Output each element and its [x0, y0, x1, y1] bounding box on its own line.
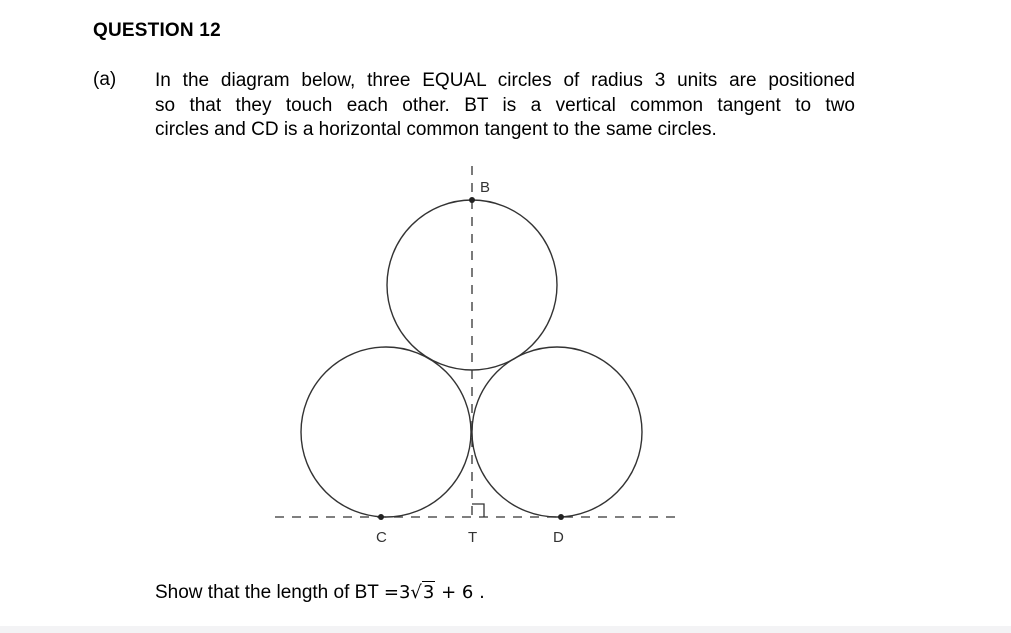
coefficient: 3 [398, 582, 411, 603]
point-d [558, 514, 564, 520]
label-d: D [553, 529, 564, 546]
left-circle [301, 347, 471, 517]
label-c: C [376, 529, 387, 546]
label-t: T [468, 529, 478, 546]
label-b: B [480, 179, 491, 196]
point-b [469, 197, 475, 203]
question-text-line-3: circles and CD is a horizontal common tangent to the same circles. [155, 119, 717, 140]
constant: 6 [461, 582, 474, 603]
right-circle [472, 347, 642, 517]
right-angle-marker [472, 504, 484, 517]
radicand: 3 [422, 582, 435, 603]
point-c [378, 514, 384, 520]
part-label: (a) [93, 69, 117, 90]
show-statement [155, 582, 485, 604]
question-text-line-2: so that they touch each other. BT is a vertical common tangent to two [155, 94, 855, 116]
sqrt-symbol: √ [410, 582, 422, 603]
end-period: . [479, 582, 485, 603]
question-text-line-1: In the diagram below, three EQUAL circles of radius 3 units are positioned [155, 70, 855, 91]
equals-sign: = [383, 582, 399, 603]
question-title: QUESTION 12 [93, 20, 221, 41]
show-text: Show that the length of BT [155, 582, 379, 603]
bottom-edge [0, 626, 1011, 633]
plus-sign: + [441, 582, 457, 603]
bt-expression [384, 581, 485, 603]
